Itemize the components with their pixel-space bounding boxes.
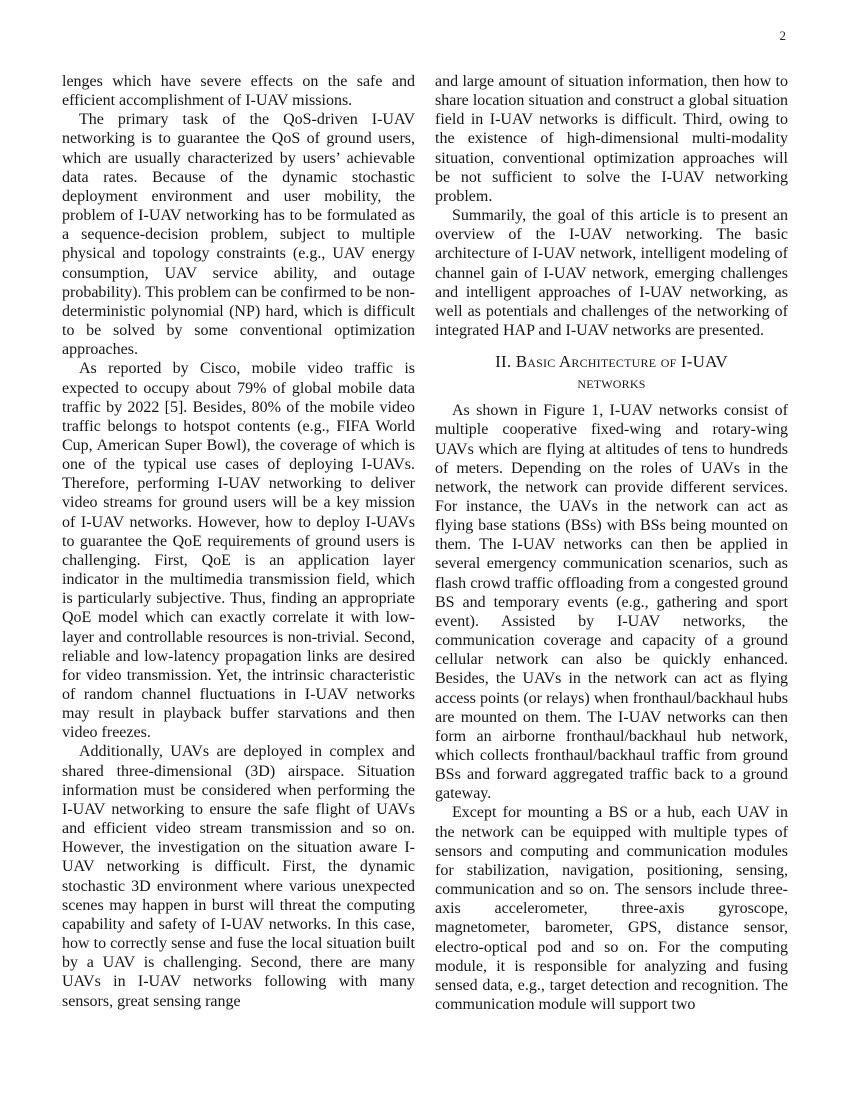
section-heading-basic-architecture (435, 351, 788, 393)
right-column (435, 72, 788, 1014)
two-column-text-area (62, 72, 788, 1014)
paragraph-continuation: lenges which have severe effects on the safe and efficient accomplishment of I-UAV missions. (62, 73, 415, 110)
paragraph: Except for mounting a BS or a hub, each UAV in the network can be equipped with multiple types of sensors and computing and communication modules for stabilization, navigation, positioning, sensing, communication and so on. The sensors include three-axis accelerometer, three-axis gyroscope, magnetometer, barometer, GPS, distance sensor, electro-optical pod and so on. For the computing module, it is responsible for analyzing and fusing sensed data, e.g., target detection and recognition. The communication module will support two (435, 804, 788, 1014)
paragraph: Additionally, UAVs are deployed in complex and shared three-dimensional (3D) airspace. Situation information must be considered when performing the I-UAV networking to ensure the safe flight of UAVs and efficient video stream transmission and so on. However, the investigation on the situation aware I-UAV networking is difficult. First, the dynamic stochastic 3D environment where various unexpected scenes may happen in burst will threat the computing capability and safety of I-UAV networks. In this case, how to correctly sense and fuse the local situation built by a UAV is challenging. Second, there are many UAVs in I-UAV networks following with many sensors, great sensing range (62, 743, 415, 1010)
section-heading-line2: networks (577, 373, 646, 393)
paragraph-continuation: and large amount of situation information, then how to share location situation and construct a global situation field in I-UAV networks is difficult. Third, owing to the existence of high-dimensional multi-modality situation, conventional optimization approaches will be not sufficient to solve the I-UAV networking problem. (435, 73, 788, 205)
paragraph: Summarily, the goal of this article is to present an overview of the I-UAV networking. The basic architecture of I-UAV network, intelligent modeling of channel gain of I-UAV network, emerging challenges and intelligent approaches of I-UAV networking, as well as potentials and challenges of the networking of integrated HAP and I-UAV networks are presented. (435, 207, 788, 340)
paragraph: As shown in Figure 1, I-UAV networks consist of multiple cooperative fixed-wing and rotary-wing UAVs which are flying at altitudes of tens to hundreds of meters. Depending on the roles of UAVs in the network, the network can provide different services. For instance, the UAVs in the network can act as flying base stations (BSs) with BSs being mounted on them. The I-UAV networks can then be applied in several emergency communication scenarios, such as flash crowd traffic offloading from a congested ground BS and temporary events (e.g., gathering and sport event). Assisted by I-UAV networks, the communication coverage and capacity of a ground cellular network can also be quickly enhanced. Besides, the UAVs in the network can act as flying access points (or relays) when fronthaul/backhaul hubs are mounted on them. The I-UAV networks can then form an airborne fronthaul/backhaul hub network, which collects fronthaul/backhaul traffic from ground BSs and forward aggregated traffic back to a ground gateway. (435, 402, 788, 803)
left-column (62, 72, 415, 1014)
paragraph: As reported by Cisco, mobile video traffic is expected to occupy about 79% of global mobile data traffic by 2022 [5]. Besides, 80% of the mobile video traffic belongs to hotspot contents (e.g., FIFA World Cup, American Super Bowl), the coverage of which is one of the typical use cases of deploying I-UAVs. Therefore, performing I-UAV networking to deliver video streams for ground users will be a key mission of I-UAV networks. However, how to deploy I-UAVs to guarantee the QoE requirements of ground users is challenging. First, QoE is an application layer indicator in the multimedia transmission field, which is particularly subjective. Thus, finding an appropriate QoE model which can exactly correlate it with low-layer and controllable resources is non-trivial. Second, reliable and low-latency propagation links are desired for video transmission. Yet, the intrinsic characteristic of random channel fluctuations in I-UAV networks may result in playback buffer starvations and then video freezes. (62, 360, 415, 742)
paragraph: The primary task of the QoS-driven I-UAV networking is to guarantee the QoS of ground users, which are usually characterized by users’ achievable data rates. Because of the dynamic stochastic deployment environment and user mobility, the problem of I-UAV networking has to be formulated as a sequence-decision problem, subject to multiple physical and topology constraints (e.g., UAV energy consumption, UAV service ability, and outage probability). This problem can be confirmed to be non-deterministic polynomial (NP) hard, which is difficult to be solved by some conventional optimization approaches. (62, 111, 415, 359)
page-number: 2 (779, 28, 786, 43)
section-heading-line1: II. Basic Architecture of I-UAV (495, 352, 728, 372)
